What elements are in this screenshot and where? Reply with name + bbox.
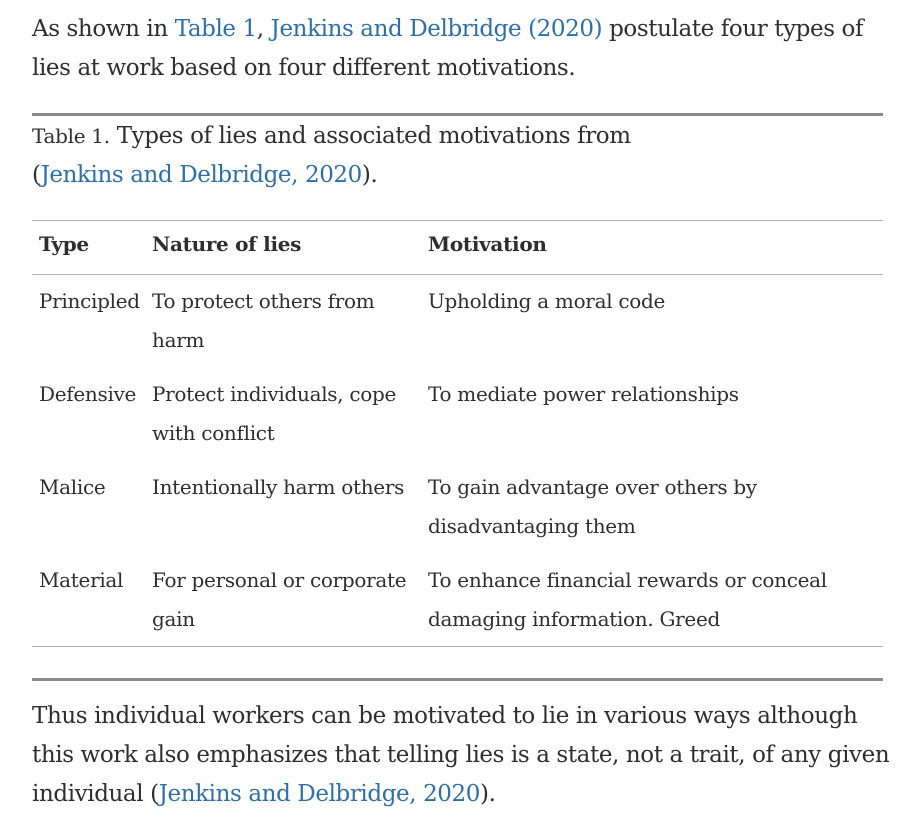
- outro-paragraph: [32, 697, 892, 814]
- table-container: [32, 113, 883, 681]
- table-row: [32, 275, 883, 368]
- cell-nature: To protect others from harm: [152, 289, 375, 352]
- table-row: [32, 368, 883, 461]
- table-row: [32, 554, 883, 647]
- table-1-link[interactable]: Table 1: [174, 16, 257, 42]
- intro-text-before: As shown in: [32, 16, 175, 42]
- cell-motivation: To enhance financial rewards or conceal damaging information. Greed: [428, 567, 827, 631]
- table-header: [32, 221, 883, 275]
- table-caption-end: ).: [361, 162, 378, 188]
- outro-text-before: Thus individual workers can be motivated to lie in various ways although this work also emphasizes that telling lies is a state, not a trait, of any given individual (: [32, 703, 890, 807]
- table-header-row: [32, 221, 883, 275]
- intro-comma: ,: [256, 16, 271, 42]
- table-caption-citation-link[interactable]: Jenkins and Delbridge, 2020: [40, 162, 362, 188]
- header-nature: Nature of lies: [152, 232, 302, 256]
- cell-type: Principled: [39, 289, 140, 313]
- intro-paragraph: [32, 10, 892, 88]
- cell-nature: Intentionally harm others: [152, 474, 405, 499]
- table-caption-label: Table 1.: [32, 124, 110, 148]
- outro-text-after: ).: [480, 781, 496, 807]
- header-motivation: Motivation: [428, 232, 547, 256]
- table-body: [32, 275, 883, 647]
- cell-nature: For personal or corporate gain: [152, 567, 407, 631]
- table-caption-text: Types of lies and associated motivations from (: [32, 123, 631, 188]
- cell-type: Defensive: [39, 381, 137, 406]
- intro-text-after: postulate four types of lies at work based on four different motivations.: [32, 16, 864, 81]
- cell-motivation: To mediate power relationships: [428, 381, 739, 406]
- table-caption: [32, 117, 672, 195]
- table-row: [32, 461, 883, 554]
- cell-type: Material: [39, 567, 124, 592]
- cell-nature: Protect individuals, cope with conflict: [152, 381, 397, 445]
- header-type: Type: [39, 232, 89, 256]
- lies-table: [32, 220, 883, 647]
- cell-motivation: To gain advantage over others by disadvantaging them: [428, 474, 757, 538]
- intro-citation-link[interactable]: Jenkins and Delbridge (2020): [270, 16, 603, 42]
- cell-motivation: Upholding a moral code: [428, 289, 666, 313]
- outro-citation-link[interactable]: Jenkins and Delbridge, 2020: [158, 781, 481, 807]
- cell-type: Malice: [39, 474, 106, 499]
